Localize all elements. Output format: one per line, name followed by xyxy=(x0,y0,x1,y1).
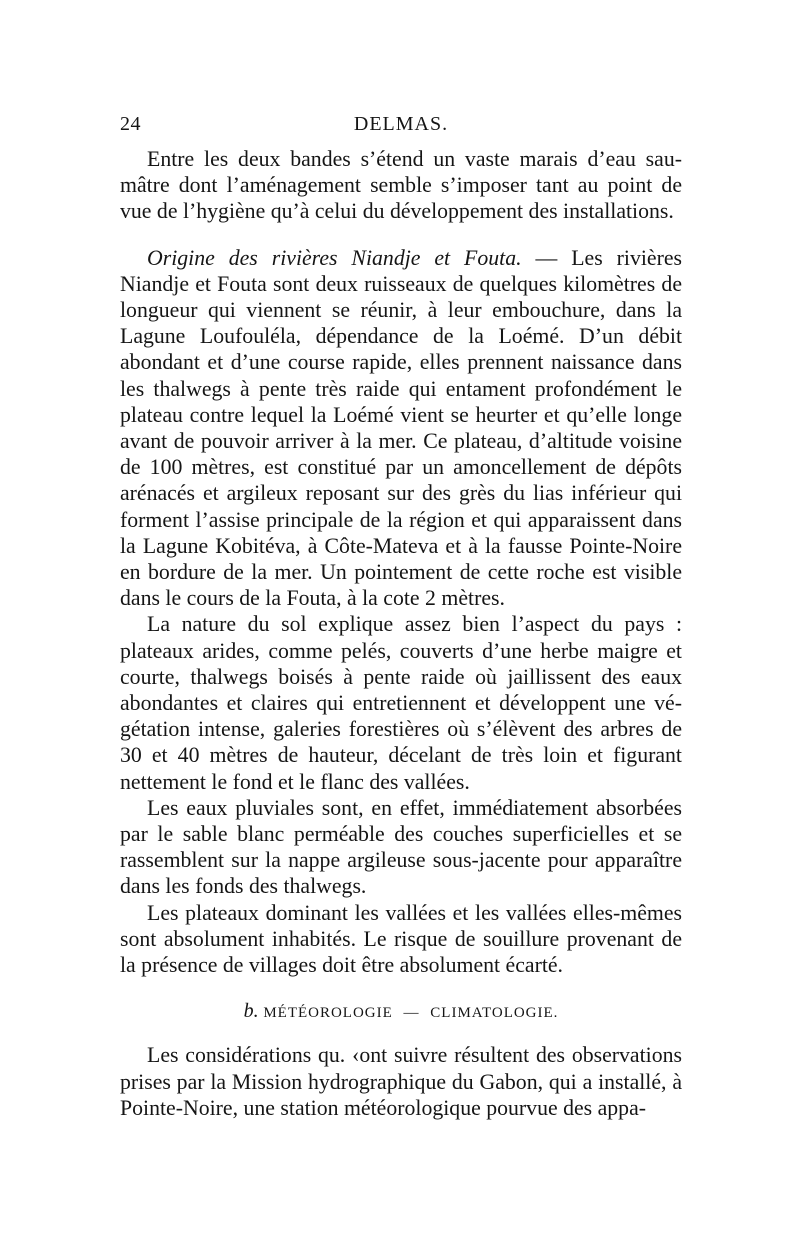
paragraph-considerations: Les considérations qu. ‹ont suivre résultent des observations prises par la Mission hydrographique du Gabon, qui a installé, à Pointe-Noire, une station météorologique pourvue des appa- xyxy=(120,1043,682,1120)
section-title-right: CLIMATOLOGIE. xyxy=(430,1005,559,1022)
page-number: 24 xyxy=(120,113,141,135)
paragraph-plateaux: Les plateaux dominant les vallées et les vallées elles-mêmes sont absolument inhabités. Le risque de souillure provenant de la présence de villages doit être absolument écarté. xyxy=(120,900,682,978)
running-head xyxy=(120,113,682,143)
paragraph-lead-title: Origine des rivières Niandje et Fouta. xyxy=(147,245,522,270)
body-text xyxy=(120,146,682,1121)
running-title: DELMAS. xyxy=(353,113,449,135)
paragraph-origine-rivieres xyxy=(120,245,682,612)
section-title-left: MÉTÉOROLOGIE xyxy=(263,1005,393,1022)
section-dash: — xyxy=(403,1005,420,1022)
section-heading xyxy=(120,999,682,1025)
paragraph-eaux-pluviales: Les eaux pluviales sont, en effet, immédiatement absorbées par le sable blanc perméable des couches superficielles et se rassemblent sur la nappe argileuse sous-jacente pour apparaître dans les fonds des thalwegs. xyxy=(120,795,682,899)
section-letter: b. xyxy=(243,1000,259,1023)
paragraph-marais: Entre les deux bandes s’étend un vaste marais d’eau saumâtre dont l’aménagement semble s’imposer tant au point de vue de l’hygiène qu’à celui du développement des installations. xyxy=(120,147,682,224)
paragraph-text: — Les rivières Niandje et Fouta sont deux ruisseaux de quelques kilomètres de longueur qui viennent se réunir, à leur embouchure, dans la Lagune Loufouléla, dépendance de la Loémé. D’un débit abondant et d’une course rapide, elles prennent naissance dans les thalwegs à pente très raide qui entament profondément le plateau contre lequel la Loémé vient se heurter et qu’elle longe avant de pouvoir arriver à la mer. Ce plateau, d’altitude voisine de 100 mètres, est constitué par un amoncellement de dépôts arénacés et argileux reposant sur des grès du lias inférieur qui forment l’assise principale de la région et qui apparaissent dans la Lagune Kobitéva, à Côte-Mateva et à la fausse Pointe-Noire en bordure de la mer. Un pointement de cette roche est visible dans le cours de la Fouta, à la cote 2 mètres. xyxy=(120,245,682,611)
paragraph-nature-sol: La nature du sol explique assez bien l’aspect du pays : plateaux arides, comme pelés, couverts d’une herbe maigre et courte, thalwegs boisés à pente raide où jaillissent des eaux abondantes et claires qui entretiennent et développent une végétation intense, galeries forestières où s’élèvent des arbres de 30 et 40 mètres de hauteur, décelant de très loin et figurant nettement le fond et le flanc des vallées. xyxy=(120,612,682,794)
